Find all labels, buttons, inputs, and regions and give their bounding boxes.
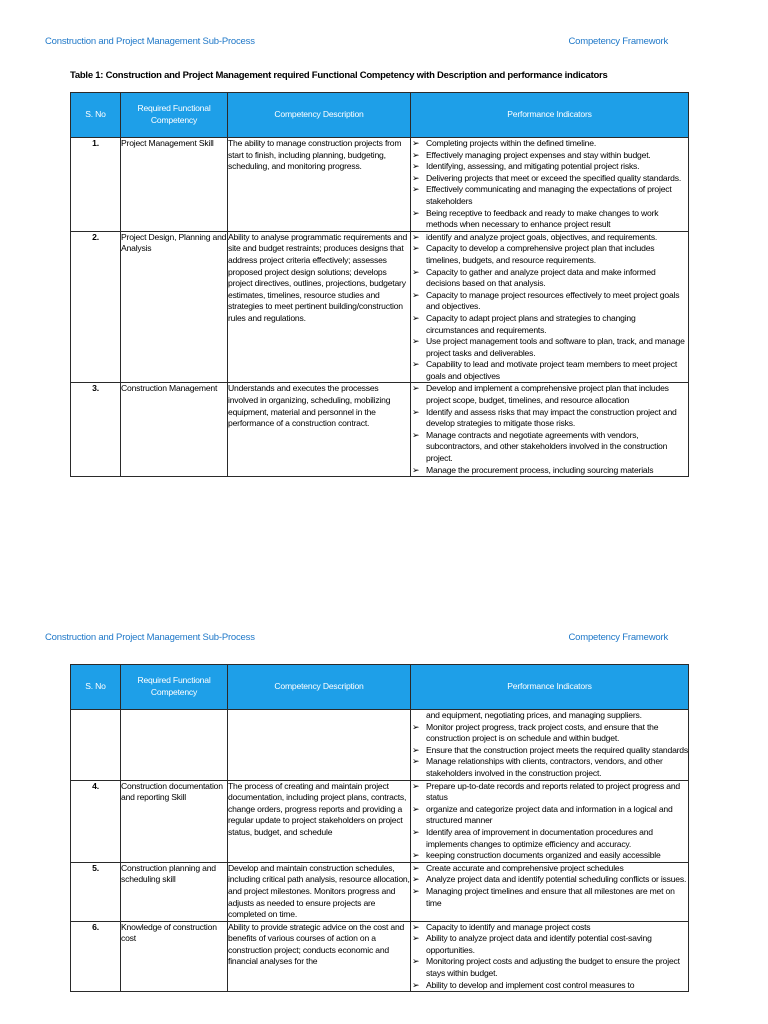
row-competency-description: Ability to analyse programmatic requirements and site and budget restraints; produces designs that address project criteria effectively; assesses proposed project design solutions; develops project directives, outlines, projections, budgetary estimates, timelines, resource studies and strategies to meet pertinent building/construction rules and regulations.: [228, 231, 411, 383]
indicator-list: [411, 863, 688, 909]
row-serial-number: 1.: [71, 138, 121, 232]
arrow-bullet-icon: ➢: [412, 862, 420, 873]
page-gap: [0, 560, 768, 596]
indicator-text: Capacity to gather and analyze project data and make informed decisions based on that analysis.: [426, 266, 656, 289]
indicator-item: [411, 980, 688, 992]
row-competency-name: Project Management Skill: [121, 138, 228, 232]
header-framework-title: Competency Framework: [568, 36, 668, 47]
indicator-list: [411, 781, 688, 862]
header-framework-title: Competency Framework: [568, 632, 668, 643]
col-header-description: Competency Description: [228, 665, 411, 710]
indicator-text: Completing projects within the defined timeline.: [426, 138, 597, 148]
indicator-text: Delivering projects that meet or exceed the specified quality standards.: [426, 172, 682, 183]
document-page-2: [0, 596, 768, 1024]
arrow-bullet-icon: ➢: [412, 172, 420, 183]
indicator-text: Create accurate and comprehensive project schedules: [426, 862, 624, 873]
indicator-item: [411, 722, 688, 745]
table-row: [71, 921, 689, 992]
indicator-text: keeping construction documents organized and easily accessible: [426, 850, 661, 861]
arrow-bullet-icon: ➢: [412, 207, 420, 218]
indicator-item: [411, 313, 688, 336]
row-performance-indicators: [411, 710, 689, 781]
arrow-bullet-icon: ➢: [412, 979, 420, 990]
indicator-text: Use project management tools and software to plan, track, and manage project tasks and deliverables.: [426, 336, 685, 358]
indicator-text: Effectively managing project expenses and stay within budget.: [426, 149, 651, 160]
table-row: [71, 862, 689, 921]
indicator-text: Capacity to identify and manage project costs: [426, 921, 591, 932]
indicator-text: Identify area of improvement in documentation procedures and implements changes to optimize efficiency and accuracy.: [426, 826, 653, 849]
arrow-bullet-icon: ➢: [412, 429, 420, 440]
indicator-text: Capacity to adapt project plans and strategies to changing circumstances and requirements.: [426, 312, 636, 335]
row-serial-number: [71, 710, 121, 781]
arrow-bullet-icon: ➢: [412, 266, 420, 277]
arrow-bullet-icon: ➢: [412, 826, 420, 837]
indicator-text: Manage the procurement process, including sourcing materials: [426, 464, 654, 475]
indicator-item: [411, 232, 688, 244]
arrow-bullet-icon: ➢: [412, 956, 420, 967]
arrow-bullet-icon: ➢: [412, 231, 420, 242]
arrow-bullet-icon: ➢: [412, 756, 420, 767]
indicator-list: [411, 232, 688, 383]
indicator-item: [411, 138, 688, 150]
indicator-text: Develop and implement a comprehensive project plan that includes project scope, budget, timelines, and resource allocation: [426, 383, 669, 406]
indicator-text: Ability to analyze project data and identify potential cost-saving opportunities.: [426, 933, 652, 955]
row-performance-indicators: [411, 921, 689, 992]
table-header-row: [71, 93, 689, 138]
col-header-sno: S. No: [71, 665, 121, 710]
col-header-sno: S. No: [71, 93, 121, 138]
table-row: [71, 780, 689, 862]
indicator-item: [411, 290, 688, 313]
header-process-title: Construction and Project Management Sub-Process: [45, 36, 255, 47]
arrow-bullet-icon: ➢: [412, 885, 420, 896]
row-performance-indicators: [411, 780, 689, 862]
indicator-item: [411, 745, 688, 757]
row-performance-indicators: [411, 862, 689, 921]
row-competency-description: Develop and maintain construction schedules, including critical path analysis, resource allocation, and project milestones. Monitors progress and adjusts as needed to ensure projects are completed on time.: [228, 862, 411, 921]
arrow-bullet-icon: ➢: [412, 184, 420, 195]
indicator-list: [411, 383, 688, 476]
indicator-item: [411, 827, 688, 850]
indicator-item: [411, 430, 688, 465]
indicator-item: [411, 359, 688, 382]
arrow-bullet-icon: ➢: [412, 161, 420, 172]
row-performance-indicators: [411, 231, 689, 383]
row-competency-description: The process of creating and maintain project documentation, including project plans, contracts, change orders, progress reports and providing a regular update to project stakeholders on project status, budget, and schedule: [228, 780, 411, 862]
indicator-list: [411, 710, 688, 780]
indicator-item: [411, 804, 688, 827]
indicator-text: Identifying, assessing, and mitigating potential project risks.: [426, 161, 640, 172]
indicator-item: [411, 208, 688, 231]
arrow-bullet-icon: ➢: [412, 921, 420, 932]
indicator-item: [411, 184, 688, 207]
indicator-text: organize and categorize project data and information in a logical and structured manner: [426, 803, 673, 826]
col-header-competency: Required Functional Competency: [121, 93, 228, 138]
indicator-item: [411, 756, 688, 779]
row-competency-name: Construction planning and scheduling skill: [121, 862, 228, 921]
row-competency-description: The ability to manage construction projects from start to finish, including planning, budgeting, scheduling, and monitoring progress.: [228, 138, 411, 232]
indicator-item: [411, 956, 688, 979]
arrow-bullet-icon: ➢: [412, 383, 420, 394]
indicator-item: [411, 383, 688, 406]
indicator-text: Monitor project progress, track project costs, and ensure that the construction project is on schedule and within budget.: [426, 721, 659, 744]
indicator-item: [411, 173, 688, 185]
arrow-bullet-icon: ➢: [412, 336, 420, 347]
row-competency-name: Construction Management: [121, 383, 228, 477]
row-serial-number: 5.: [71, 862, 121, 921]
table-row: [71, 231, 689, 383]
arrow-bullet-icon: ➢: [412, 874, 420, 885]
arrow-bullet-icon: ➢: [412, 312, 420, 323]
row-performance-indicators: [411, 138, 689, 232]
row-serial-number: 2.: [71, 231, 121, 383]
indicator-text: Capability to lead and motivate project team members to meet project goals and objectives: [426, 359, 678, 381]
indicator-item: [411, 336, 688, 359]
arrow-bullet-icon: ➢: [412, 289, 420, 300]
table-caption: Table 1: Construction and Project Management required Functional Competency with Description and performance indicators: [70, 70, 608, 81]
table-row: [71, 383, 689, 477]
indicator-item: [411, 407, 688, 430]
arrow-bullet-icon: ➢: [412, 243, 420, 254]
arrow-bullet-icon: ➢: [412, 359, 420, 370]
table-body-page-1: [71, 138, 689, 477]
row-competency-description: [228, 710, 411, 781]
indicator-item: [411, 243, 688, 266]
row-competency-name: [121, 710, 228, 781]
col-header-indicators: Performance Indicators: [411, 93, 689, 138]
indicator-item: [411, 874, 688, 886]
row-competency-name: Construction documentation and reporting Skill: [121, 780, 228, 862]
indicator-item: [411, 886, 688, 909]
row-competency-name: Project Design, Planning and Analysis: [121, 231, 228, 383]
table-row: [71, 138, 689, 232]
indicator-text: Ability to develop and implement cost control measures to: [426, 979, 635, 990]
row-competency-description: Understands and executes the processes involved in organizing, scheduling, mobilizing equipment, material and personnel in the performance of a construction contract.: [228, 383, 411, 477]
indicator-text: Manage relationships with clients, contractors, vendors, and other stakeholders involved in the construction project.: [426, 756, 663, 778]
row-serial-number: 3.: [71, 383, 121, 477]
indicator-text: Managing project timelines and ensure that all milestones are met on time: [426, 885, 675, 908]
arrow-bullet-icon: ➢: [412, 149, 420, 160]
table-body-page-2: [71, 710, 689, 992]
indicator-text: Capacity to develop a comprehensive project plan that includes timelines, budgets, and resource requirements.: [426, 243, 655, 265]
table-row: [71, 710, 689, 781]
competency-table: [70, 92, 689, 477]
arrow-bullet-icon: ➢: [412, 803, 420, 814]
indicator-text: and equipment, negotiating prices, and managing suppliers.: [426, 710, 642, 720]
row-serial-number: 4.: [71, 780, 121, 862]
row-competency-description: Ability to provide strategic advice on the cost and benefits of various courses of action on a construction project; conducts economic and financial analyses for the: [228, 921, 411, 992]
indicator-item: [411, 933, 688, 956]
indicator-text: Prepare up-to-date records and reports related to project progress and status: [426, 780, 680, 803]
indicator-item: [411, 781, 688, 804]
row-serial-number: 6.: [71, 921, 121, 992]
indicator-text: Ensure that the construction project meets the required quality standards: [426, 744, 688, 755]
indicator-item: [411, 863, 688, 875]
col-header-indicators: Performance Indicators: [411, 665, 689, 710]
header-process-title: Construction and Project Management Sub-Process: [45, 632, 255, 643]
arrow-bullet-icon: ➢: [412, 850, 420, 861]
arrow-bullet-icon: ➢: [412, 744, 420, 755]
row-competency-name: Knowledge of construction cost: [121, 921, 228, 992]
indicator-text: Identify and assess risks that may impact the construction project and develop strategies to mitigate those risks.: [426, 406, 677, 429]
arrow-bullet-icon: ➢: [412, 933, 420, 944]
indicator-item: [411, 267, 688, 290]
arrow-bullet-icon: ➢: [412, 464, 420, 475]
arrow-bullet-icon: ➢: [412, 406, 420, 417]
col-header-competency: Required Functional Competency: [121, 665, 228, 710]
indicator-continuation: [411, 710, 688, 722]
indicator-text: identify and analyze project goals, objectives, and requirements.: [426, 231, 658, 242]
indicator-list: [411, 138, 688, 231]
indicator-item: [411, 465, 688, 477]
indicator-text: Manage contracts and negotiate agreements with vendors, subcontractors, and other stakeholders involved in the construction project.: [426, 429, 668, 464]
indicator-text: Monitoring project costs and adjusting the budget to ensure the project stays within budget.: [426, 956, 680, 979]
col-header-description: Competency Description: [228, 93, 411, 138]
indicator-text: Capacity to manage project resources effectively to meet project goals and objectives.: [426, 289, 680, 312]
indicator-text: Being receptive to feedback and ready to make changes to work methods when necessary to enhance project result: [426, 207, 659, 230]
indicator-text: Effectively communicating and managing the expectations of project stakeholders: [426, 184, 672, 206]
arrow-bullet-icon: ➢: [412, 138, 420, 148]
competency-table-continued: [70, 664, 689, 992]
row-performance-indicators: [411, 383, 689, 477]
indicator-item: [411, 161, 688, 173]
arrow-bullet-icon: ➢: [412, 780, 420, 791]
indicator-item: [411, 850, 688, 862]
indicator-text: Analyze project data and identify potential scheduling conflicts or issues.: [426, 874, 687, 885]
arrow-bullet-icon: ➢: [412, 721, 420, 732]
indicator-list: [411, 922, 688, 992]
indicator-item: [411, 922, 688, 934]
indicator-item: [411, 150, 688, 162]
table-header-row: [71, 665, 689, 710]
